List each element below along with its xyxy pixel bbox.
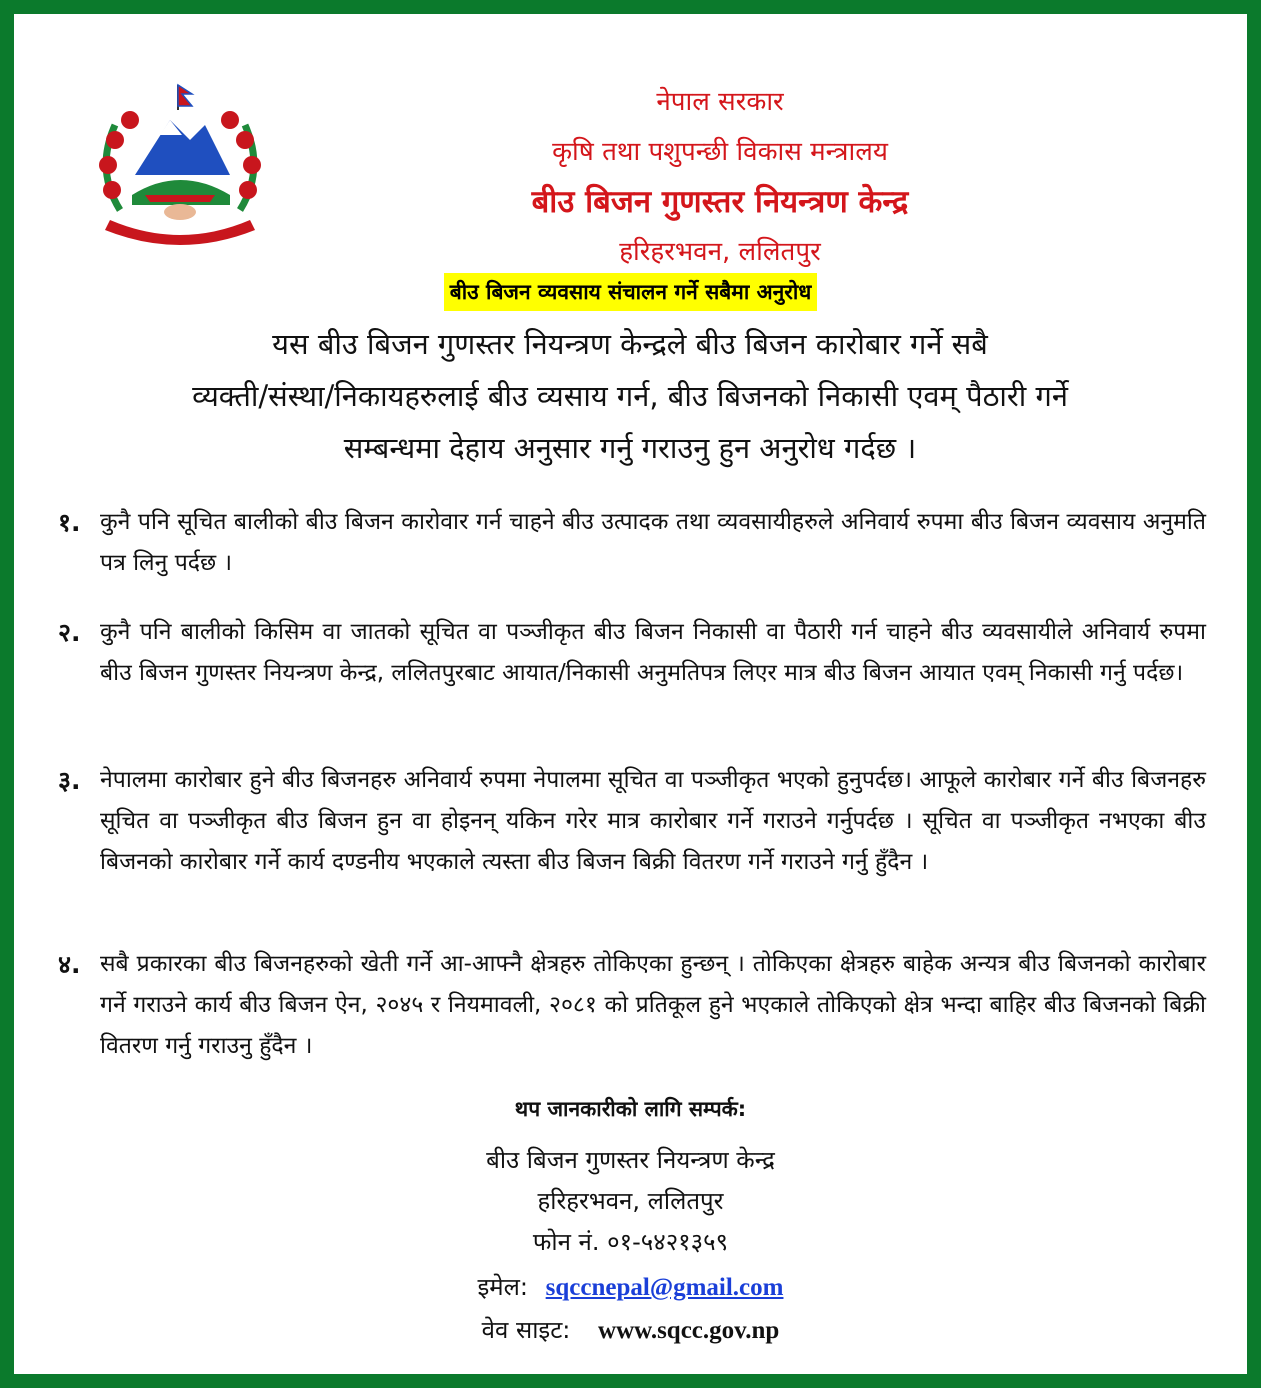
office-location: हरिहरभवन, ललितपुर (619, 237, 821, 267)
intro-line: सम्बन्धमा देहाय अनुसार गर्नु गराउनु हुन अनुरोध गर्दछ । (343, 431, 917, 465)
request-banner: बीउ बिजन व्यवसाय संचालन गर्ने सबैमा अनुरोध (444, 273, 818, 311)
item-number: २. (58, 618, 81, 647)
contact-title: थप जानकारीको लागि सम्पर्क: (514, 1097, 747, 1121)
banner-container (0, 273, 1261, 311)
notice-item-1 (58, 502, 1206, 584)
web-label: वेव साइट: (481, 1316, 571, 1344)
item-text: सबै प्रकारका बीउ बिजनहरुको खेती गर्ने आ-आफ्नै क्षेत्रहरु तोकिएका हुन्छन् । तोकिएका क्षेत्रहरु बाहेक अन्यत्र बीउ बिजनको कारोबार गर्ने गराउने कार्य बीउ बिजन ऐन, २०४५ र नियमावली, २०८१ को प्रतिकूल हुने भएकाले तोकिएको क्षेत्र भन्दा बाहिर बीउ बिजनको बिक्री वितरण गर्नु गराउनु हुँदैन । (100, 951, 1206, 1059)
nepal-government-emblem-icon (90, 80, 270, 250)
contact-web-row (0, 1313, 1261, 1346)
item-number: ४. (58, 950, 81, 979)
intro-line: व्यक्ती/संस्था/निकायहरुलाई बीउ व्यसाय गर्न, बीउ बिजनको निकासी एवम् पैठारी गर्ने (192, 379, 1068, 413)
email-link[interactable]: sqccnepal@gmail.com (545, 1274, 784, 1301)
notice-item-4 (58, 944, 1206, 1067)
website-link[interactable]: www.sqcc.gov.np (598, 1317, 780, 1344)
intro-paragraph (90, 318, 1170, 474)
item-text: कुनै पनि बालीको किसिम वा जातको सूचित वा पञ्जीकृत बीउ बिजन निकासी वा पैठारी गर्न चाहने बीउ व्यवसायीले अनिवार्य रुपमा बीउ बिजन गुणस्तर नियन्त्रण केन्द्र, ललितपुरबाट आयात/निकासी अनुमतिपत्र लिएर मात्र बीउ बिजन आयात एवम् निकासी गर्नु पर्दछ। (100, 619, 1206, 686)
item-number: १. (58, 508, 81, 537)
notice-item-2 (58, 612, 1206, 694)
contact-email-row (0, 1270, 1261, 1303)
email-label: इमेल: (477, 1273, 529, 1301)
office-name: बीउ बिजन गुणस्तर नियन्त्रण केन्द्र (531, 184, 909, 220)
contact-org: बीउ बिजन गुणस्तर नियन्त्रण केन्द्र (486, 1146, 775, 1174)
ministry-name: कृषि तथा पशुपन्छी विकास मन्त्रालय (552, 137, 888, 167)
contact-address: हरिहरभवन, ललितपुर (537, 1187, 724, 1215)
contact-phone: फोन नं. ०१-५४२१३५९ (532, 1228, 729, 1256)
item-text: नेपालमा कारोबार हुने बीउ बिजनहरु अनिवार्य रुपमा नेपालमा सूचित वा पञ्जीकृत भएको हुनुपर्दछ। आफूले कारोबार गर्ने बीउ बिजनहरु सूचित वा पञ्जीकृत बीउ बिजन हुन वा होइनन् यकिन गरेर मात्र कारोबार गर्ने गराउने गर्नुपर्दछ । सूचित वा पञ्जीकृत नभएका बीउ बिजनको कारोबार गर्ने कार्य दण्डनीय भएकाले त्यस्ता बीउ बिजन बिक्री वितरण गर्ने गराउने गर्नु हुँदैन । (100, 767, 1206, 875)
item-number: ३. (58, 766, 81, 795)
intro-line: यस बीउ बिजन गुणस्तर नियन्त्रण केन्द्रले बीउ बिजन कारोबार गर्ने सबै (272, 327, 988, 361)
government-name: नेपाल सरकार (656, 87, 784, 117)
item-text: कुनै पनि सूचित बालीको बीउ बिजन कारोवार गर्न चाहने बीउ उत्पादक तथा व्यवसायीहरुले अनिवार्य रुपमा बीउ बिजन व्यवसाय अनुमति पत्र लिनु पर्दछ । (100, 509, 1206, 576)
notice-item-3 (58, 760, 1206, 883)
